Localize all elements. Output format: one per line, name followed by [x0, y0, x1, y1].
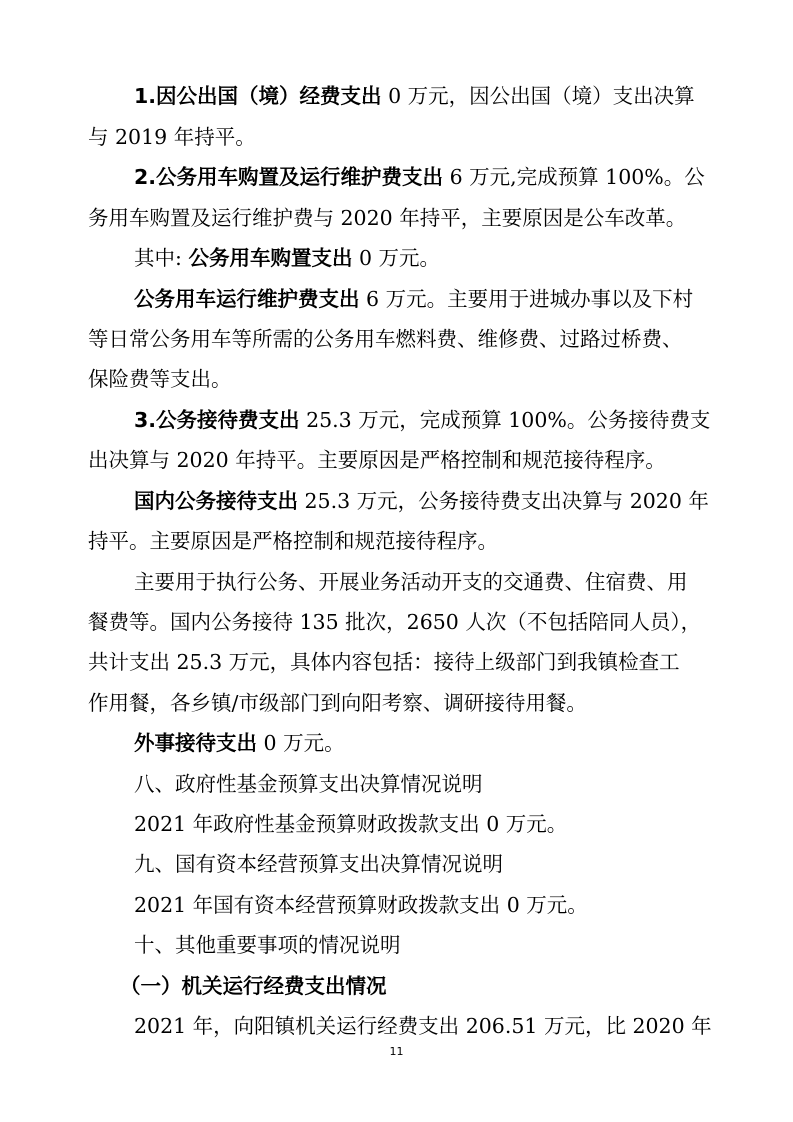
paragraph-line: 2021 年，向阳镇机关运行经费支出 206.51 万元，比 2020 年: [134, 1014, 712, 1038]
paragraph-line: 出决算与 2020 年持平。主要原因是严格控制和规范接待程序。: [88, 448, 666, 472]
paragraph-line: [134, 84, 695, 108]
paragraph-line: 持平。主要原因是严格控制和规范接待程序。: [88, 529, 498, 553]
line-text: 其中:: [134, 246, 182, 270]
paragraph-line: 餐费等。国内公务接待 135 批次，2650 人次（不包括陪同人员），: [88, 610, 702, 634]
page-number: 11: [389, 1045, 404, 1058]
line-text: 6 万元。主要用于进城办事以及下村: [359, 287, 694, 311]
section-heading: 八、政府性基金预算支出决算情况说明: [134, 772, 483, 796]
line-text: 25.3 万元，公务接待费支出决算与 2020 年: [298, 489, 709, 513]
paragraph-line: [134, 246, 440, 270]
paragraph-line: 主要用于执行公务、开展业务活动开支的交通费、住宿费、用: [134, 570, 688, 594]
paragraph-line: 保险费等支出。: [88, 367, 232, 391]
paragraph-line: [134, 287, 693, 311]
line-text: 6 万元,完成预算 100%。公: [443, 165, 705, 189]
line-text: 25.3 万元，完成预算 100%。公务接待费支: [299, 408, 711, 432]
bold-label: 1.因公出国（境）经费支出: [134, 84, 382, 108]
paragraph-line: 与 2019 年持平。: [88, 125, 256, 149]
paragraph-line: 等日常公务用车等所需的公务用车燃料费、维修费、过路过桥费、: [88, 327, 683, 351]
bold-label: 外事接待支出: [134, 731, 257, 755]
subsection-heading: [120, 974, 387, 998]
bold-label: 公务用车购置支出: [188, 246, 353, 270]
paragraph-line: 务用车购置及运行维护费与 2020 年持平，主要原因是公车改革。: [88, 206, 687, 230]
paragraph-line: [134, 489, 709, 513]
paragraph-line: 2021 年政府性基金预算财政拨款支出 0 万元。: [134, 812, 568, 836]
bold-label: 国内公务接待支出: [134, 489, 298, 513]
bold-label: 公务用车运行维护费支出: [134, 287, 360, 311]
section-heading: 十、其他重要事项的情况说明: [134, 933, 401, 957]
paragraph-line: [134, 165, 705, 189]
paragraph-line: 2021 年国有资本经营预算财政拨款支出 0 万元。: [134, 893, 588, 917]
section-heading: 九、国有资本经营预算支出决算情况说明: [134, 852, 503, 876]
line-text: 0 万元。: [257, 731, 345, 755]
line-text: 0 万元。: [352, 246, 441, 270]
paragraph-line: 作用餐，各乡镇/市级部门到向阳考察、调研接待用餐。: [88, 691, 587, 715]
bold-label: 2.公务用车购置及运行维护费支出: [134, 165, 444, 189]
heading-text: （一）机关运行经费支出情况: [120, 974, 387, 998]
paragraph-line: [134, 731, 345, 755]
line-text: 0 万元，因公出国（境）支出决算: [381, 84, 695, 108]
bold-label: 3.公务接待费支出: [134, 408, 300, 432]
paragraph-line: 共计支出 25.3 万元，具体内容包括：接待上级部门到我镇检查工: [88, 650, 680, 674]
paragraph-line: [134, 408, 710, 432]
